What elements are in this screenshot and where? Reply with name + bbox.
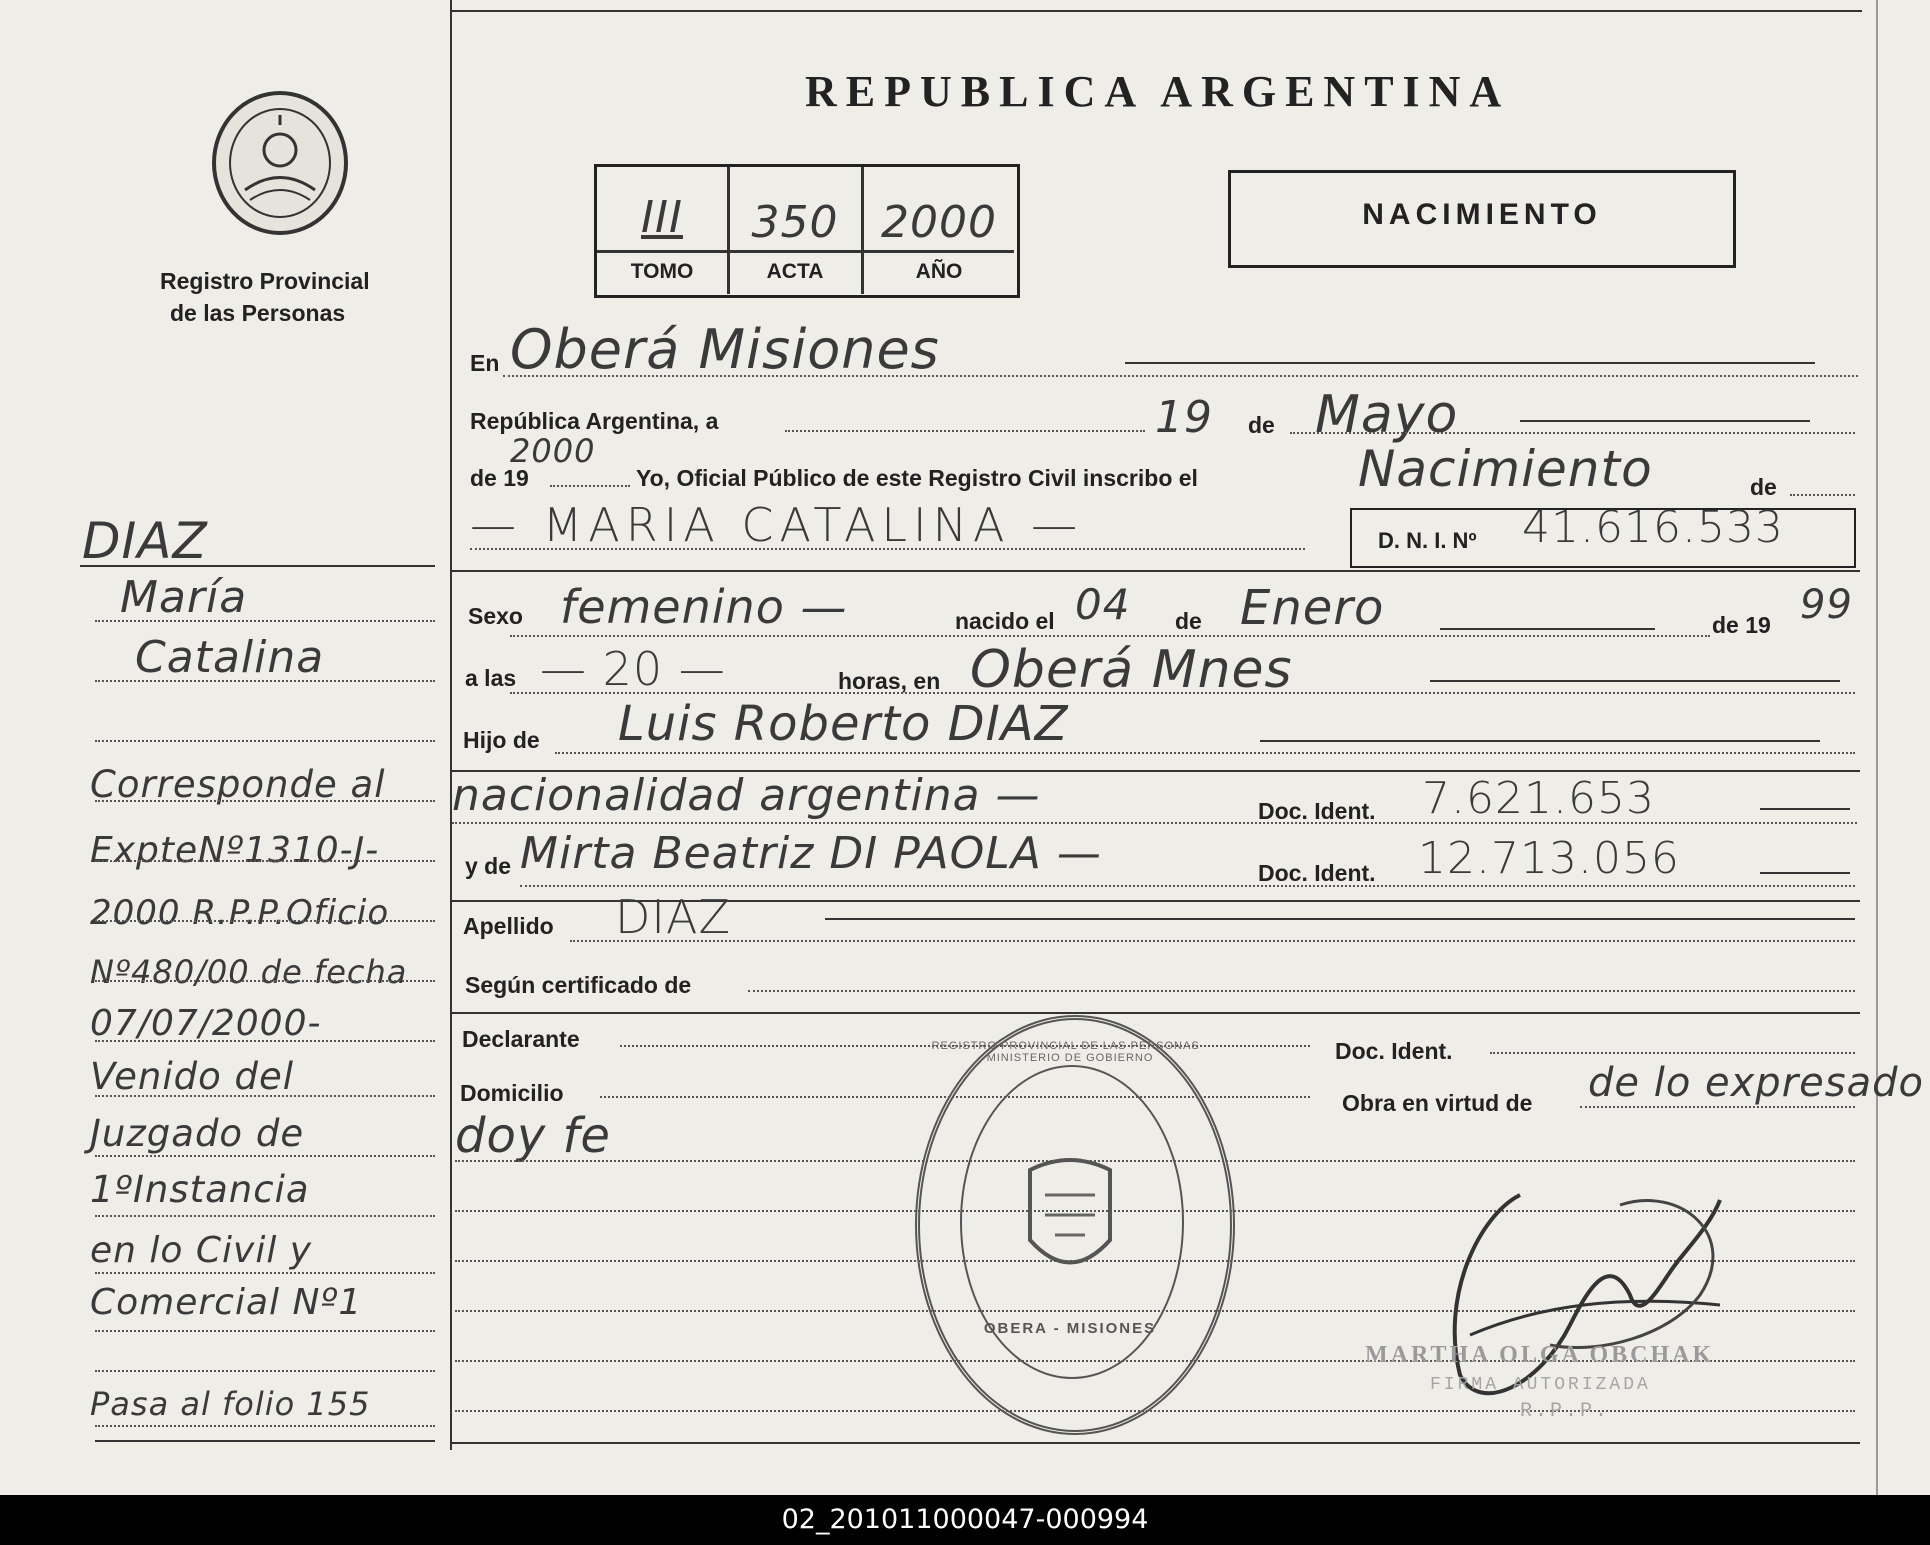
anio-value: 2000 — [881, 197, 997, 248]
segun-label: Según certificado de — [465, 972, 692, 998]
stamp-emblem-icon — [1010, 1150, 1130, 1290]
republica-label: República Argentina, a — [470, 408, 719, 434]
margin-note-line: ExpteNº1310-J- — [90, 830, 380, 871]
nacimiento-day: 04 — [1075, 580, 1131, 629]
padre-doc-value: 7.621.653 — [1422, 773, 1655, 824]
margin-note-line: 07/07/2000- — [90, 1003, 322, 1044]
horas-label: horas, en — [838, 668, 941, 694]
obra-label: Obra en virtud de — [1342, 1090, 1533, 1116]
right-page-edge — [1876, 0, 1878, 1495]
margin-note-line: Corresponde al — [90, 763, 386, 806]
top-rule — [452, 10, 1862, 12]
tomo-value: III — [641, 192, 683, 243]
day-value: 19 — [1155, 392, 1213, 443]
declarante-label: Declarante — [462, 1026, 580, 1052]
left-column-border — [450, 0, 452, 1450]
margin-note-line: Nº480/00 de fecha — [90, 953, 408, 991]
margin-note-line: 1ºInstancia — [90, 1168, 310, 1211]
de-end-label: de — [1750, 474, 1777, 500]
de-label: de — [1248, 412, 1275, 438]
padre-nacionalidad: nacionalidad argentina — — [452, 770, 1041, 821]
act-type-label: NACIMIENTO — [1362, 198, 1602, 231]
year-over: 2000 — [510, 432, 596, 470]
madre-doc-label: Doc. Ident. — [1258, 860, 1376, 886]
de19-label: de 19 — [470, 465, 529, 491]
hijo-label: Hijo de — [463, 727, 540, 753]
nacimiento-de-label: de — [1175, 608, 1202, 634]
child-name-value: — MARIA CATALINA — — [470, 498, 1084, 552]
margin-note-line: 2000 R.P.P.Oficio — [90, 893, 390, 933]
signature-stamp-line1: MARTHA OLGA OBCHAK — [1365, 1342, 1715, 1368]
acto-value: Nacimiento — [1358, 440, 1653, 498]
margin-name1: María — [120, 572, 248, 623]
anio-label: AÑO — [915, 260, 963, 283]
margin-note-line: en lo Civil y — [90, 1230, 313, 1271]
acta-value: 350 — [751, 197, 839, 248]
margin-name2: Catalina — [135, 632, 325, 683]
registry-name-line2: de las Personas — [170, 300, 346, 326]
nacimiento-de19-label: de 19 — [1712, 612, 1771, 638]
yo-text: Yo, Oficial Público de este Registro Civil inscribo el — [636, 465, 1198, 491]
en-value: Oberá Misiones — [510, 318, 940, 381]
stamp-inner-text: OBERA - MISIONES — [983, 1320, 1157, 1337]
doy-fe-text: doy fe — [455, 1108, 611, 1164]
misiones-seal-icon — [205, 85, 355, 240]
en-label: En — [470, 350, 500, 376]
padre-name: Luis Roberto DIAZ — [618, 696, 1069, 752]
nacimiento-year: 99 — [1800, 582, 1853, 628]
month-value: Mayo — [1315, 385, 1459, 445]
padre-doc-label: Doc. Ident. — [1258, 798, 1376, 824]
nacido-label: nacido el — [955, 608, 1055, 634]
signature-stamp-line3: R.P.P. — [1520, 1400, 1611, 1423]
apellido-label: Apellido — [463, 913, 554, 939]
margin-note-line: Pasa al folio 155 — [90, 1385, 371, 1423]
domicilio-label: Domicilio — [460, 1080, 564, 1106]
madre-name: Mirta Beatriz DI PAOLA — — [520, 828, 1102, 879]
declarante-doc-label: Doc. Ident. — [1335, 1038, 1453, 1064]
nacimiento-month: Enero — [1240, 580, 1385, 636]
margin-note-line: Juzgado de — [90, 1112, 305, 1155]
tomo-label: TOMO — [630, 260, 694, 283]
obra-value: de lo expresado — [1588, 1060, 1924, 1106]
madre-doc-value: 12.713.056 — [1418, 833, 1680, 884]
sexo-label: Sexo — [468, 603, 523, 629]
registry-name-line1: Registro Provincial — [160, 268, 370, 294]
margin-surname: DIAZ — [82, 512, 208, 570]
hora-value: — 20 — — [540, 642, 726, 696]
yde-label: y de — [465, 853, 512, 879]
apellido-value: DIAZ — [615, 890, 731, 944]
dni-value: 41.616.533 — [1522, 502, 1784, 553]
dni-label: D. N. I. Nº — [1378, 528, 1477, 553]
stamp-outer-text: REGISTRO PROVINCIAL DE LAS PERSONAS · MINISTERIO DE GOBIERNO — [931, 1040, 1209, 1064]
sexo-value: femenino — — [560, 580, 848, 634]
country-title: REPUBLICA ARGENTINA — [805, 67, 1511, 116]
alas-label: a las — [465, 665, 517, 691]
margin-note-line: Comercial Nº1 — [90, 1282, 363, 1323]
lugar-value: Oberá Mnes — [970, 640, 1293, 700]
margin-note-line: Venido del — [90, 1055, 295, 1098]
scan-identifier: 02_201011000047-000994 — [0, 1495, 1930, 1545]
signature-stamp-line2: FIRMA AUTORIZADA — [1430, 1375, 1651, 1395]
acta-label: ACTA — [766, 260, 824, 283]
